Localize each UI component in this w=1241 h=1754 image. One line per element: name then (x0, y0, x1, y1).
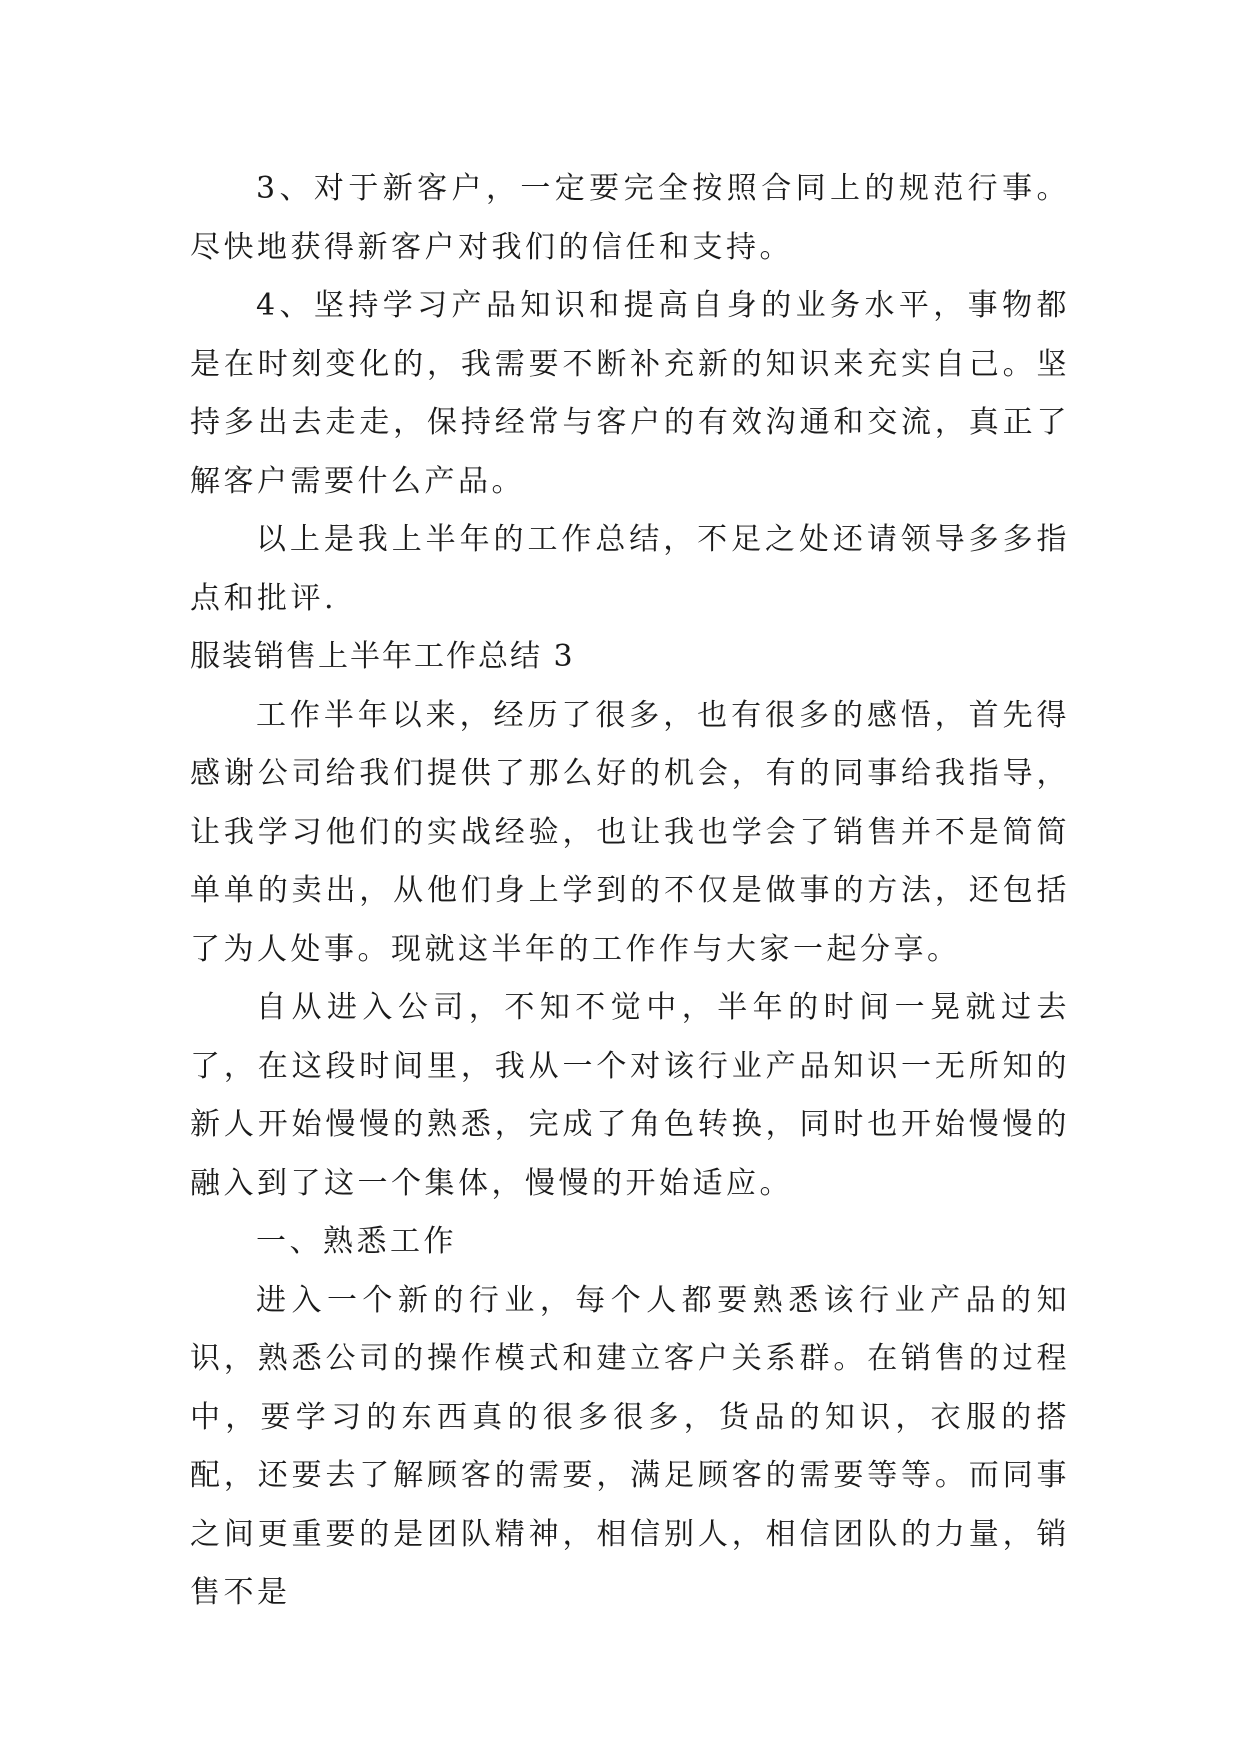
paragraph-closing-remarks: 以上是我上半年的工作总结，不足之处还请领导多多指点和批评. (190, 522, 1070, 616)
section-title: 服装销售上半年工作总结 3 (190, 639, 575, 674)
paragraph-half-year-reflection: 工作半年以来，经历了很多，也有很多的感悟，首先得感谢公司给我们提供了那么好的机会，有的同事给我指导，让我学习他们的实战经验，也让我也学会了销售并不是简简单单的卖出，从他们身上学到的不仅是做事的方法，还包括了为人处事。现就这半年的工作作与大家一起分享。 (190, 697, 1070, 967)
paragraph-new-customers: 3、对于新客户，一定要完全按照合同上的规范行事。尽快地获得新客户对我们的信任和支持。 (190, 171, 1070, 265)
document-body (190, 160, 1070, 1623)
paragraph-joining-company: 自从进入公司，不知不觉中，半年的时间一晃就过去了，在这段时间里，我从一个对该行业产品知识一无所知的新人开始慢慢的熟悉，完成了角色转换，同时也开始慢慢的融入到了这一个集体，慢慢的开始适应。 (190, 990, 1070, 1201)
subheading-familiarize-work: 一、熟悉工作 (256, 1224, 457, 1259)
paragraph-product-knowledge: 4、坚持学习产品知识和提高自身的业务水平，事物都是在时刻变化的，我需要不断补充新的知识来充实自己。坚持多出去走走，保持经常与客户的有效沟通和交流，真正了解客户需要什么产品。 (190, 288, 1070, 499)
paragraph-new-industry: 进入一个新的行业，每个人都要熟悉该行业产品的知识，熟悉公司的操作模式和建立客户关系群。在销售的过程中，要学习的东西真的很多很多，货品的知识，衣服的搭配，还要去了解顾客的需要，满足顾客的需要等等。而同事之间更重要的是团队精神，相信别人，相信团队的力量，销售不是 (190, 1282, 1070, 1610)
